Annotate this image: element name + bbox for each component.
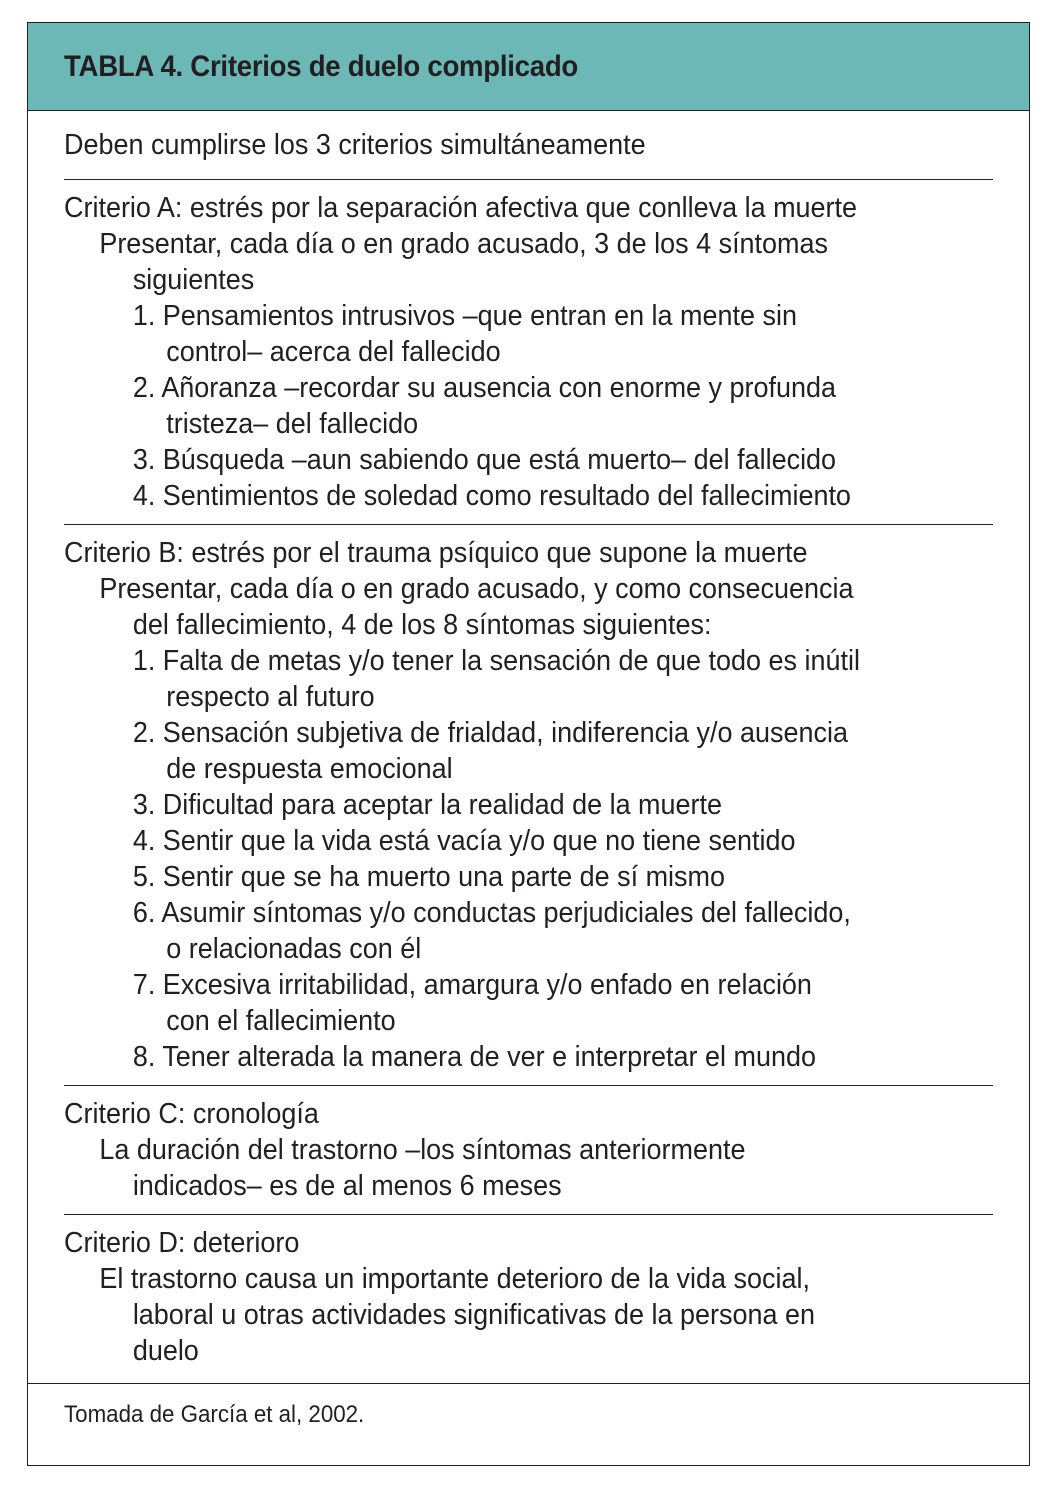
criterion-d-lead: laboral u otras actividades significativas de la persona en	[132, 1299, 815, 1331]
criterion-a-lead: siguientes	[132, 264, 255, 296]
criterion-b-item-6: o relacionadas con él	[166, 933, 422, 965]
criterion-a-section	[64, 180, 993, 525]
criterion-d-heading: Criterio D: deterioro	[64, 1227, 300, 1259]
criterion-d-lead: duelo	[132, 1335, 199, 1367]
table-header	[28, 23, 1029, 111]
source-citation: Tomada de García et al, 2002.	[64, 1401, 365, 1428]
criterion-b-item-7: 7. Excesiva irritabilidad, amargura y/o enfado en relación	[132, 969, 812, 1001]
criterion-b-item-5: 5. Sentir que se ha muerto una parte de sí mismo	[132, 861, 725, 893]
table-body	[28, 111, 1029, 1383]
criterion-a-item-4: 4. Sentimientos de soledad como resultado del fallecimiento	[132, 480, 851, 512]
criterion-a-item-2: tristeza– del fallecido	[166, 408, 419, 440]
criteria-table	[27, 22, 1030, 1466]
criterion-b-section	[64, 525, 993, 1086]
criterion-b-item-1: respecto al futuro	[166, 681, 375, 713]
criterion-b-item-2: 2. Sensación subjetiva de frialdad, indiferencia y/o ausencia	[132, 717, 848, 749]
intro-row	[64, 111, 993, 180]
table-title: TABLA 4. Criterios de duelo complicado	[64, 50, 578, 83]
criterion-a-item-2: 2. Añoranza –recordar su ausencia con enorme y profunda	[132, 372, 836, 404]
table-footer	[28, 1383, 1029, 1430]
criterion-c-heading: Criterio C: cronología	[64, 1098, 319, 1130]
criterion-b-item-2: de respuesta emocional	[166, 753, 453, 785]
criterion-d-section	[64, 1215, 993, 1383]
criterion-b-item-1: 1. Falta de metas y/o tener la sensación de que todo es inútil	[132, 645, 860, 677]
criterion-a-lead: Presentar, cada día o en grado acusado, 3 de los 4 síntomas	[99, 228, 829, 260]
criterion-b-item-8: 8. Tener alterada la manera de ver e interpretar el mundo	[132, 1041, 816, 1073]
criterion-b-heading: Criterio B: estrés por el trauma psíquico que supone la muerte	[64, 537, 808, 569]
criterion-c-lead: indicados– es de al menos 6 meses	[132, 1170, 562, 1202]
criterion-b-item-3: 3. Dificultad para aceptar la realidad de la muerte	[132, 789, 723, 821]
criterion-b-item-7: con el fallecimiento	[166, 1005, 396, 1037]
criterion-a-item-3: 3. Búsqueda –aun sabiendo que está muerto– del fallecido	[132, 444, 837, 476]
criterion-a-item-1: 1. Pensamientos intrusivos –que entran en la mente sin	[132, 300, 797, 332]
criterion-c-lead: La duración del trastorno –los síntomas anteriormente	[99, 1134, 746, 1166]
criterion-b-lead: del fallecimiento, 4 de los 8 síntomas siguientes:	[132, 609, 712, 641]
criterion-c-section	[64, 1086, 993, 1215]
criterion-b-lead: Presentar, cada día o en grado acusado, y como consecuencia	[99, 573, 854, 605]
criterion-d-lead: El trastorno causa un importante deterioro de la vida social,	[99, 1263, 810, 1295]
intro-text: Deben cumplirse los 3 criterios simultáneamente	[64, 129, 646, 161]
criterion-a-item-1: control– acerca del fallecido	[166, 336, 501, 368]
criterion-b-item-6: 6. Asumir síntomas y/o conductas perjudiciales del fallecido,	[132, 897, 851, 929]
criterion-a-heading: Criterio A: estrés por la separación afectiva que conlleva la muerte	[64, 192, 858, 224]
criterion-b-item-4: 4. Sentir que la vida está vacía y/o que no tiene sentido	[132, 825, 796, 857]
